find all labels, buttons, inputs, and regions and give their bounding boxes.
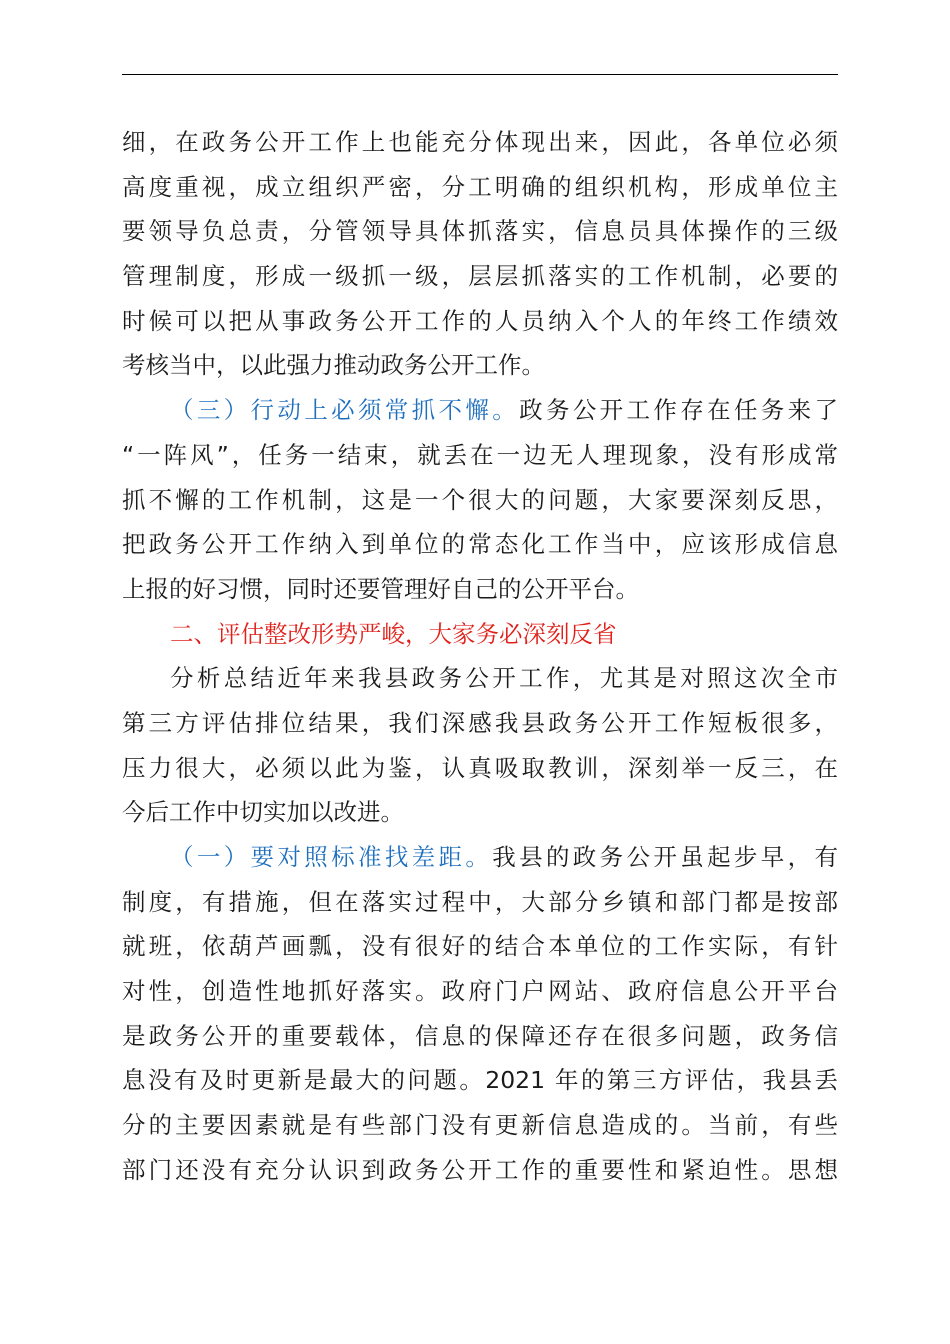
paragraph-line: 是政务公开的重要载体，信息的保障还存在很多问题，政务信 (122, 1021, 838, 1050)
paragraph-line: 把政务公开工作纳入到单位的常态化工作当中，应该形成信息 (122, 530, 838, 559)
paragraph-text: 我县的政务公开虽起步早，有 (492, 843, 838, 871)
subheading-1: （一）要对照标准找差距。 (170, 843, 493, 871)
paragraph-line: 要领导负总责，分管领导具体抓落实，信息员具体操作的三级 (122, 217, 838, 246)
paragraph-line: “一阵风”，任务一结束，就丢在一边无人理现象，没有形成常 (122, 440, 838, 469)
paragraph-line: 部门还没有充分认识到政务公开工作的重要性和紧迫性。思想 (122, 1155, 838, 1184)
paragraph-line: 分析总结近年来我县政务公开工作，尤其是对照这次全市 (170, 664, 838, 693)
paragraph-line: 第三方评估排位结果，我们深感我县政务公开工作短板很多， (122, 708, 838, 737)
paragraph-line: 息没有及时更新是最大的问题。2021 年的第三方评估，我县丢 (122, 1066, 838, 1095)
paragraph-text: 政务公开工作存在任务来了 (519, 396, 839, 425)
paragraph-line: 分的主要因素就是有些部门没有更新信息造成的。当前，有些 (122, 1111, 838, 1140)
paragraph-line: 对性，创造性地抓好落实。政府门户网站、政府信息公开平台 (122, 977, 838, 1006)
paragraph-line: 高度重视，成立组织严密，分工明确的组织机构，形成单位主 (122, 172, 838, 201)
paragraph-line: 抓不懈的工作机制，这是一个很大的问题，大家要深刻反思， (122, 485, 838, 514)
paragraph-line: 就班，依葫芦画瓢，没有很好的结合本单位的工作实际，有针 (122, 932, 838, 961)
paragraph-line: 细，在政务公开工作上也能充分体现出来，因此，各单位必须 (122, 128, 838, 156)
document-body (122, 120, 838, 1193)
paragraph-line: 时候可以把从事政务公开工作的人员纳入个人的年终工作绩效 (122, 306, 838, 335)
paragraph-line: 制度，有措施，但在落实过程中，大部分乡镇和部门都是按部 (122, 887, 838, 916)
subheading-3: （三）行动上必须常抓不懈。 (170, 396, 520, 425)
paragraph-line: 压力很大，必须以此为鉴，认真吸取教训，深刻举一反三，在 (122, 753, 838, 782)
header-rule (122, 74, 838, 75)
paragraph-line-with-subheading (122, 388, 838, 433)
paragraph-line-with-subheading (122, 835, 838, 880)
section-heading: 二、评估整改形势严峻，大家务必深刻反省 (170, 619, 617, 648)
paragraph-line: 上报的好习惯，同时还要管理好自己的公开平台。 (122, 574, 639, 603)
paragraph-line: 今后工作中切实加以改进。 (122, 798, 404, 827)
paragraph-line: 管理制度，形成一级抓一级，层层抓落实的工作机制，必要的 (122, 262, 838, 291)
paragraph-line: 考核当中，以此强力推动政务公开工作。 (122, 351, 545, 380)
